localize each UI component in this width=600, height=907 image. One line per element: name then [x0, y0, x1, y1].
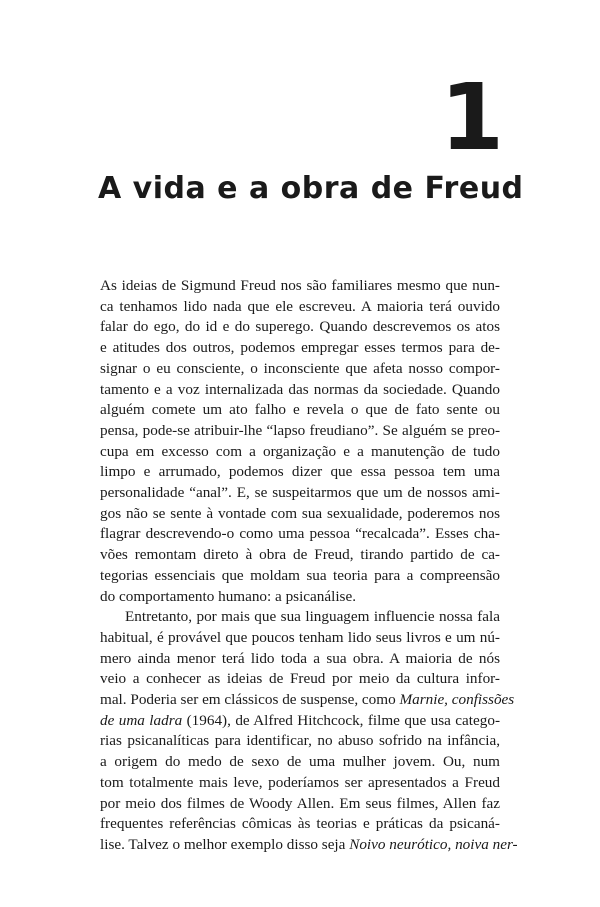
text-line: limpo e arrumado, podemos dizer que essa pessoa tem uma	[100, 463, 500, 481]
text-line: personalidade “anal”. E, se suspeitarmos que um de nossos ami-	[100, 484, 500, 502]
text-line: e atitudes dos outros, podemos empregar esses termos para de-	[100, 339, 500, 357]
text-run: mal. Poderia ser em clássicos de suspense, como	[100, 691, 400, 709]
body-text	[100, 276, 518, 856]
text-line: do comportamento humano: a psicanálise.	[100, 587, 357, 605]
chapter-title: A vida e a obra de Freud	[98, 171, 524, 206]
text-line: signar o eu consciente, o inconsciente que afeta nosso compor-	[100, 359, 500, 377]
text-line	[100, 690, 515, 711]
text-line: As ideias de Sigmund Freud nos são familiares mesmo que nun-	[100, 277, 500, 294]
text-run: (1964), de Alfred Hitchcock, filme que usa catego-	[182, 711, 500, 729]
paragraph-2	[100, 607, 518, 855]
text-run: lise. Talvez o melhor exemplo disso seja	[100, 835, 350, 853]
text-line: tom totalmente mais leve, poderíamos ser apresentados a Freud	[100, 773, 500, 791]
text-line: veio a conhecer as ideias de Freud por meio da cultura infor-	[100, 670, 500, 688]
film-title-italic: Marnie, confissões	[399, 691, 515, 709]
film-title-italic: Noivo neurótico, noiva ner-	[349, 835, 518, 853]
text-line	[100, 711, 500, 732]
paragraph-1	[100, 276, 500, 607]
text-line: ca tenhamos lido nada que ele escreveu. A maioria terá ouvido	[100, 297, 500, 315]
text-line: a origem do medo de sexo de uma mulher jovem. Ou, num	[100, 753, 500, 771]
text-line: flagrar descrevendo-o como uma pessoa “recalcada”. Esses cha-	[100, 525, 500, 543]
text-line: falar do ego, do id e do superego. Quando descrevemos os atos	[100, 318, 500, 336]
text-line: gos não se sente à vontade com sua sexualidade, poderemos nos	[100, 504, 500, 522]
text-line: pensa, pode-se atribuir-lhe “lapso freudiano”. Se alguém se preo-	[100, 421, 500, 439]
text-line: rias psicanalíticas para identificar, no abuso sofrido na infância,	[100, 732, 500, 750]
chapter-number: 1	[439, 64, 504, 171]
text-line: alguém comete um ato falho e revela o que de fato sente ou	[100, 401, 500, 419]
text-line: mero ainda menor terá lido toda a sua obra. A maioria de nós	[100, 649, 500, 667]
text-line: Entretanto, por mais que sua linguagem influencie nossa fala	[125, 608, 500, 626]
text-line: cupa em excesso com a organização e a manutenção de tudo	[100, 442, 500, 460]
text-line: vões remontam direto à obra de Freud, tirando partido de ca-	[100, 546, 500, 564]
film-title-italic: de uma ladra	[100, 711, 183, 729]
text-line: tamento e a voz internalizada das normas da sociedade. Quando	[100, 380, 500, 398]
text-line: por meio dos filmes de Woody Allen. Em seus filmes, Allen faz	[100, 794, 500, 812]
text-line	[100, 835, 518, 856]
text-line: frequentes referências cômicas às teorias e práticas da psicaná-	[100, 815, 500, 833]
text-line: habitual, é provável que poucos tenham lido seus livros e um nú-	[100, 628, 500, 646]
text-line: tegorias essenciais que moldam sua teoria para a compreensão	[100, 566, 500, 584]
